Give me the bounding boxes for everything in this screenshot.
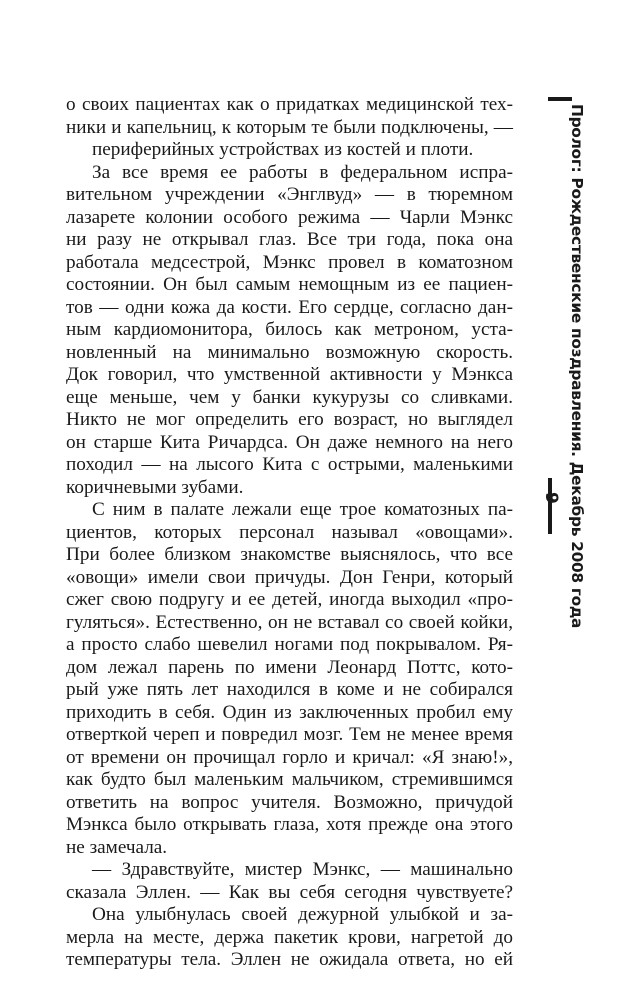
text-line: периферийных устройствах из костей и плоти. [92,139,474,160]
text-line: — Здравствуйте, мистер Мэнкс, — машинально [92,859,513,880]
running-head-rule-top [548,97,572,101]
page-number: 9 [541,492,561,504]
text-line: ным кардиомонитора, билось как метроном, уста- [66,319,513,340]
text-line: тов — одни кожа да кости. Его сердце, согласно дан- [66,296,513,318]
text-line: При более близком знакомстве выяснялось, что все [66,544,513,565]
text-line: За все время ее работы в федеральном испра- [92,161,513,183]
text-line: приходить в себя. Один из заключенных пробил ему [66,701,513,723]
text-line: вительном учреждении «Энглвуд» — в тюремном [66,184,513,205]
text-line: ни разу не открывал глаз. Все три года, пока она [66,229,513,250]
text-line: лазарете колонии особого режима — Чарли Мэнкс [66,206,513,228]
text-line: температуры тела. Эллен не ожидала ответа, но ей [66,949,513,970]
text-line: Никто не мог определить его возраст, но выглядел [66,409,513,430]
text-line: отверткой череп и повредил мозг. Тем не менее время [66,724,513,745]
running-head-rule [548,478,552,534]
text-line: С ним в палате лежали еще трое коматозных па- [92,499,513,520]
text-line: Мэнкса было открывать глаза, хотя прежде она этого [66,814,513,835]
text-line: Она улыбнулась своей дежурной улыбкой и за- [92,904,513,925]
text-line: от времени он прочищал горло и кричал: «Я знаю!», [66,746,513,768]
running-head-title: Пролог: Рождественские поздравления. Декабрь 2008 года [568,104,586,629]
text-line: работала медсестрой, Мэнкс провел в коматозном [66,251,513,273]
text-line: состоянии. Он был самым немощным из ее пациен- [66,274,513,295]
text-line: а просто слабо шевелил ногами под покрывалом. Ря- [66,634,513,655]
text-line: ответить на вопрос учителя. Возможно, причудой [66,791,513,813]
text-line: рый уже пять лет находился в коме и не собирался [66,679,513,700]
text-line: походил — на лысого Кита с острыми, маленькими [66,454,513,475]
text-line: дом лежал парень по имени Леонард Поттс, кото- [66,656,513,678]
text-line: как будто был маленьким мальчиком, стремившимся [66,769,513,790]
text-line: Док говорил, что умственной активности у Мэнкса [66,364,513,385]
text-line: новленный на минимально возможную скорость. [66,341,513,363]
body-text [66,94,513,972]
text-line: циентов, которых персонал называл «овощами». [66,521,513,543]
text-line: он старше Кита Ричардса. Он даже немного на него [66,431,513,453]
text-line: сказала Эллен. — Как вы себя сегодня чувствуете? [66,881,513,903]
text-line: о своих пациентах как о придатках медицинской тех- [66,94,513,115]
text-line: не замечала. [66,836,168,858]
text-line: еще меньше, чем у банки кукурузы со сливками. [66,386,513,408]
text-line: «овощи» имели свои причуды. Дон Генри, который [66,566,513,588]
text-line: сжег свою подругу и ее детей, иногда выходил «про- [66,589,513,610]
text-line: коричневыми зубами. [66,476,244,498]
text-line: мерла на месте, держа пакетик крови, нагретой до [66,926,513,948]
text-line: гуляться». Естественно, он не вставал со своей койки, [66,611,513,633]
text-line: ники и капельниц, к которым те были подключены, — [66,116,513,138]
